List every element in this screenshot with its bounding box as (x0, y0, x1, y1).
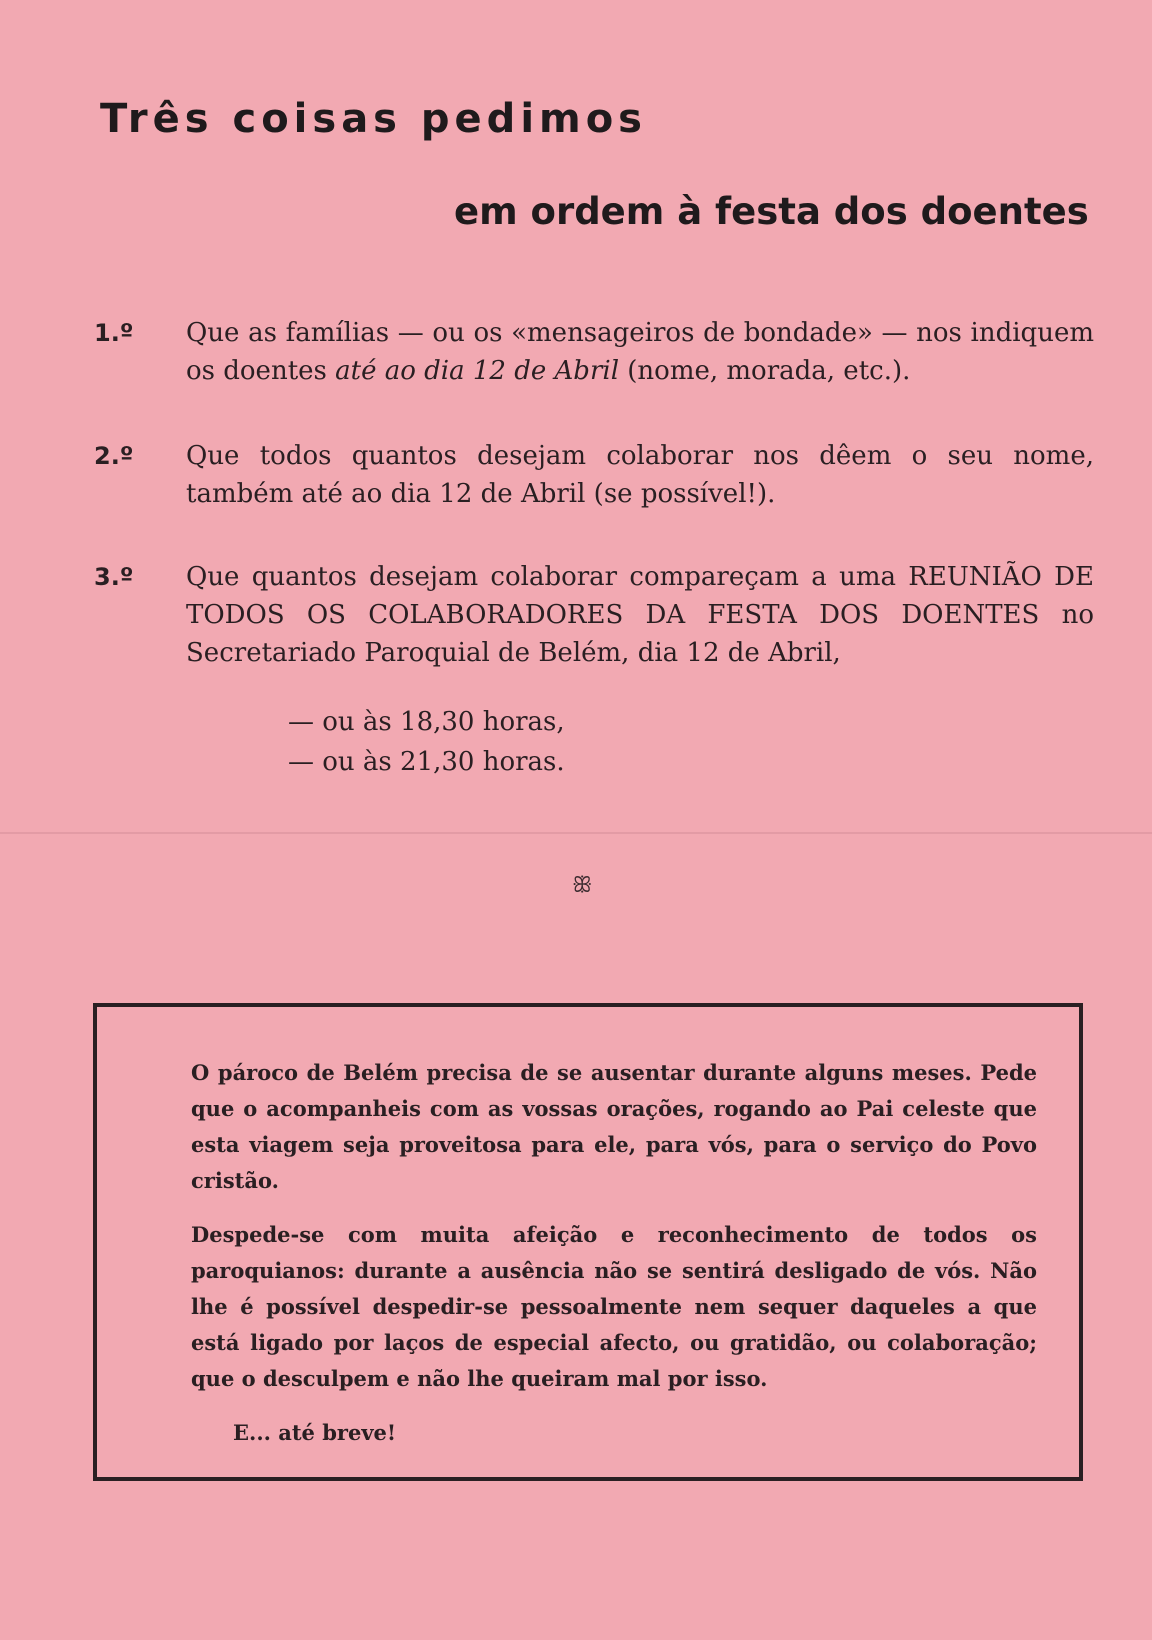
list-item-2 (94, 437, 1094, 513)
notice-paragraph-2: Despede-se com muita afeição e reconhecimento de todos os paroquianos: durante a ausência não se sentirá desligado de vós. Não lhe é possível despedir-se pessoalmente nem sequer daqueles a que está ligado por laços de especial afecto, ou gratidão, ou colaboração; que o desculpem e não lhe queiram mal por isso. (191, 1222, 1037, 1391)
headline-title: Três coisas pedimos (100, 96, 647, 142)
list-item-1 (94, 314, 1094, 390)
item-text-part: Que as famílias — ou os «mensageiros de bondade» — nos indiquem os doentes (186, 318, 1094, 386)
notice-farewell: E... até breve! (233, 1420, 397, 1445)
list-item-3 (94, 558, 1094, 672)
paper-fold-line (0, 832, 1152, 834)
item-text: Que quantos desejam colaborar compareçam a uma REUNIÃO DE TODOS OS COLABORADORES DA FESTA DOS DOENTES no Secretariado Paroquial de Belém, dia 12 de Abril, (186, 562, 1094, 668)
item-number: 1.º (94, 319, 134, 347)
meeting-time-1: — ou às 18,30 horas, (288, 707, 565, 737)
item-number: 2.º (94, 442, 134, 470)
headline-subtitle: em ordem à festa dos doentes (454, 190, 1089, 233)
decorative-ornament-icon: ꕥ (572, 873, 593, 898)
item-text-part: (nome, morada, etc.). (619, 356, 911, 386)
meeting-time-2: — ou às 21,30 horas. (288, 747, 565, 777)
item-number: 3.º (94, 563, 134, 591)
notice-paragraph-1: O pároco de Belém precisa de se ausentar durante alguns meses. Pede que o acompanheis com as vossas orações, rogando ao Pai celeste que esta viagem seja proveitosa para ele, para vós, para o serviço do Povo cristão. (191, 1060, 1037, 1193)
notice-box (93, 1003, 1083, 1481)
item-text: Que todos quantos desejam colaborar nos dêem o seu nome, também até ao dia 12 de Abril (se possível!). (186, 441, 1094, 509)
item-text (186, 314, 1094, 390)
item-text-emphasis: até ao dia 12 de Abril (335, 356, 620, 386)
